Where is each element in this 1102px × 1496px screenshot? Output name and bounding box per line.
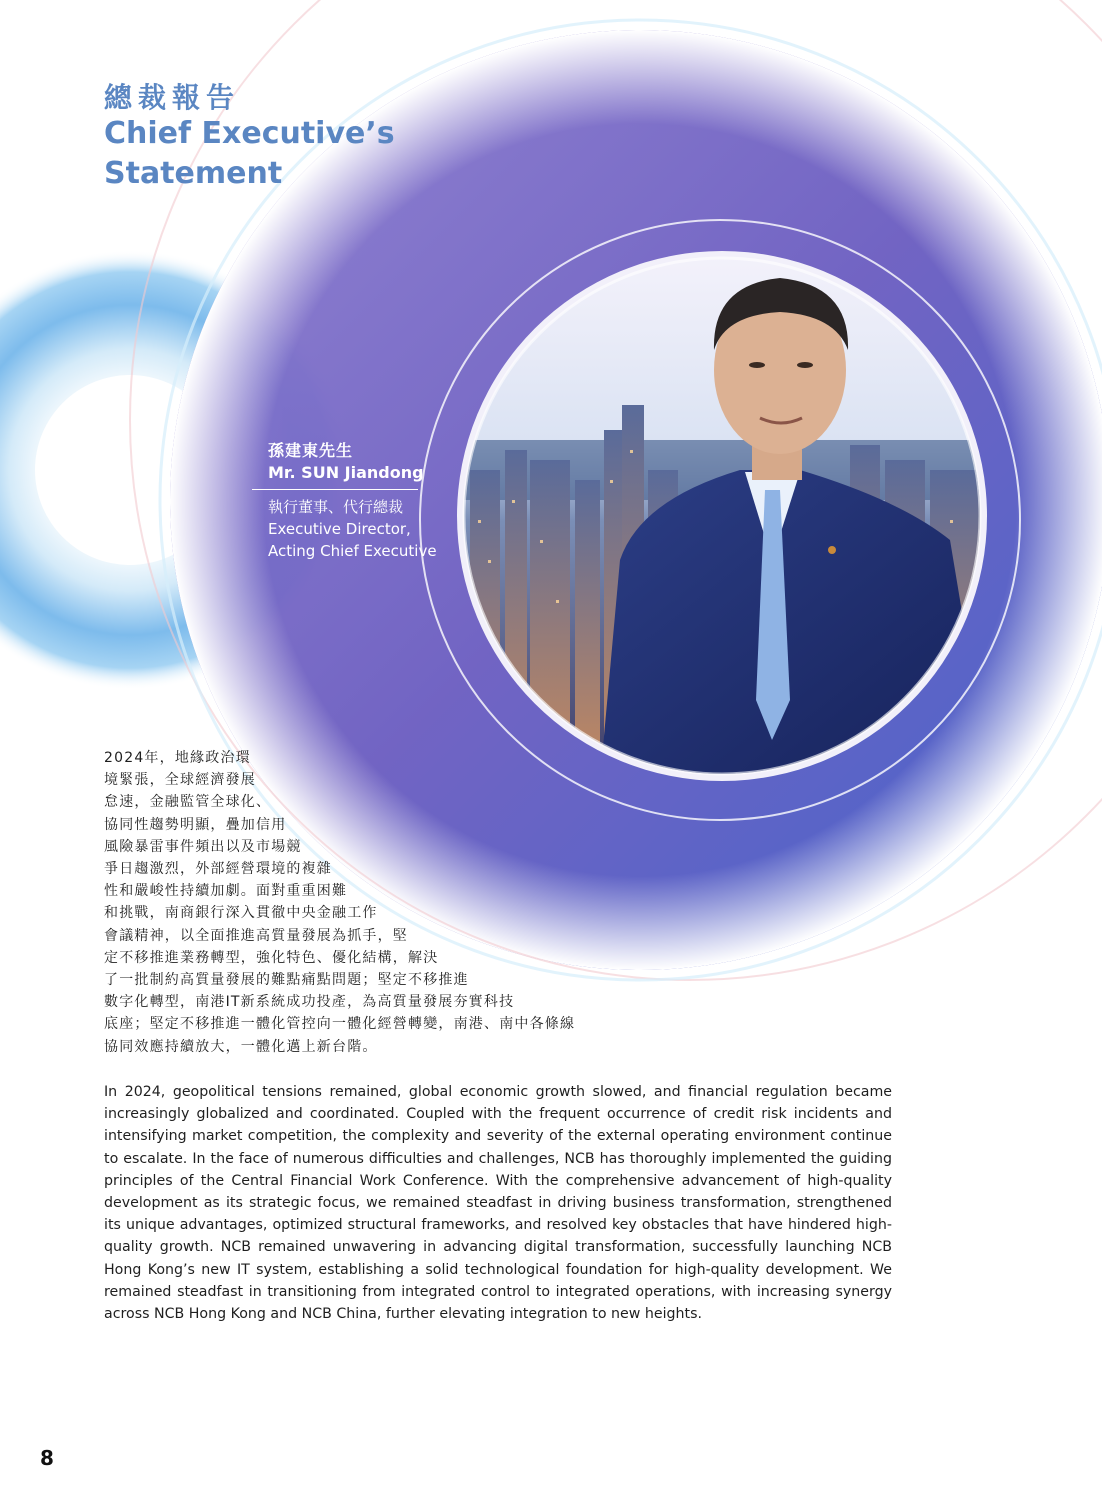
zh-line: 數字化轉型，南港IT新系統成功投產，為高質量發展夯實科技	[104, 994, 515, 1011]
statement-english-paragraph: In 2024, geopolitical tensions remained, global economic growth slowed, and financial regulation became increasingly globalized and coordinated. Coupled with the frequent occurrence of credit risk incidents and intensifying market competition, the complexity and severity of the external operating environment continue to escalate. In the face of numerous difficulties and challenges, NCB has thoroughly implemented the guiding principles of the Central Financial Work Conference. With the comprehensive advancement of high-quality development as its strategic focus, we remained steadfast in driving business transformation, strengthened its unique advantages, optimized structural frameworks, and resolved key obstacles that have hindered high-quality growth. NCB remained unwavering in advancing digital transformation, successfully launching NCB Hong Kong’s new IT system, establishing a solid technological foundation for high-quality development. We remained steadfast in transitioning from integrated control to integrated operations, with increasing synergy across NCB Hong Kong and NCB China, further elevating integration to new heights.	[104, 1084, 892, 1323]
zh-line: 協同性趨勢明顯，疊加信用	[104, 816, 287, 833]
executive-title-english-line1: Executive Director,	[268, 520, 411, 538]
executive-titles	[268, 496, 468, 562]
statement-chinese-paragraph	[104, 747, 575, 1058]
zh-line: 性和嚴峻性持續加劇。面對重重困難	[104, 883, 348, 900]
zh-line: 2024年，地緣政治環	[104, 750, 251, 766]
page-title-english: Chief Executive’s Statement	[104, 116, 395, 191]
executive-title-chinese: 執行董事、代行總裁	[268, 498, 404, 516]
zh-line: 底座；堅定不移推進一體化管控向一體化經營轉變，南港、南中各條線	[104, 1016, 576, 1033]
zh-line: 爭日趨激烈，外部經營環境的複雜	[104, 861, 332, 878]
executive-title-english-line2: Acting Chief Executive	[268, 542, 437, 560]
zh-line: 和挑戰，南商銀行深入貫徹中央金融工作	[104, 905, 378, 922]
executive-name-chinese: 孫建東先生	[268, 441, 354, 460]
caption-divider	[252, 489, 418, 490]
zh-line: 風險暴雷事件頻出以及市場競	[104, 838, 302, 855]
zh-line: 怠速，金融監管全球化、	[104, 794, 272, 811]
executive-name-english: Mr. SUN Jiandong	[268, 463, 424, 482]
page-title-chinese: 總裁報告	[104, 81, 241, 114]
zh-line: 會議精神，以全面推進高質量發展為抓手，堅	[104, 927, 408, 944]
zh-line: 境緊張，全球經濟發展	[104, 772, 256, 789]
zh-line: 定不移推進業務轉型，強化特色、優化結構，解決	[104, 949, 439, 966]
zh-line: 了一批制約高質量發展的難點痛點問題；堅定不移推進	[104, 972, 469, 989]
executive-caption	[268, 440, 468, 562]
page-number: 8	[40, 1446, 54, 1470]
zh-line: 協同效應持續放大，一體化邁上新台階。	[104, 1038, 378, 1055]
